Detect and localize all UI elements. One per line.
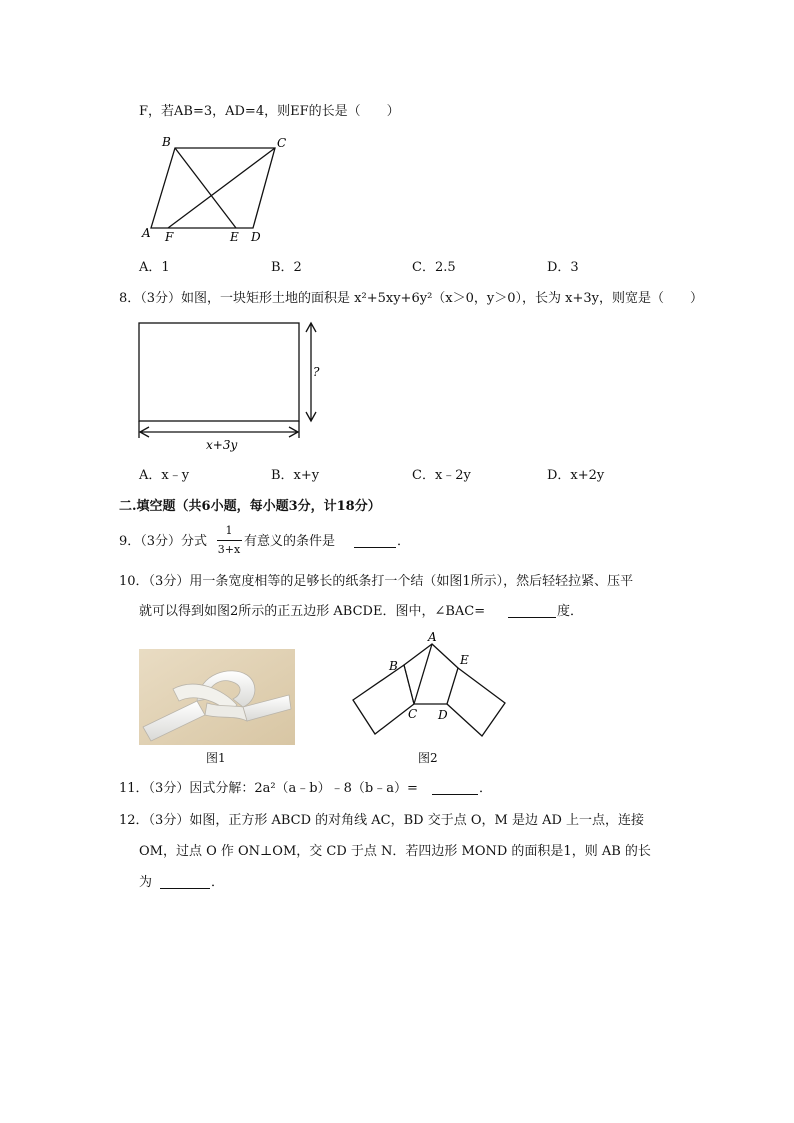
- q10-knot-photo: [139, 649, 295, 745]
- pentagon-label-b: B: [389, 659, 398, 673]
- label-c: C: [277, 136, 287, 150]
- q8-option-c: C．x﹣2y: [412, 468, 471, 483]
- q12-line3a: 为: [139, 875, 153, 890]
- pentagon-label-a: A: [428, 630, 437, 644]
- q7-option-d: D．3: [547, 260, 579, 275]
- q9-fraction-bar: [217, 540, 242, 541]
- q11-answer-blank[interactable]: [432, 780, 478, 795]
- q9-fraction-denominator: 3+x: [217, 543, 241, 556]
- pentagon-label-e: E: [460, 653, 469, 667]
- q10-pentagon-figure: [350, 630, 520, 750]
- label-b: B: [162, 135, 171, 149]
- q12-answer-blank[interactable]: [160, 874, 210, 889]
- q10-line1: 10．（3分）用一条宽度相等的足够长的纸条打一个结（如图1所示），然后轻轻拉紧、压平: [119, 574, 634, 589]
- q10-answer-blank[interactable]: [508, 603, 556, 618]
- q11-end: ．: [479, 781, 493, 796]
- section-heading: 二.填空题（共6小题，每小题3分，计18分）: [119, 499, 381, 514]
- label-d: D: [251, 230, 261, 244]
- q9-answer-blank[interactable]: [354, 533, 396, 548]
- pentagon-label-c: C: [408, 707, 418, 721]
- q9-fraction-numerator: 1: [225, 524, 233, 537]
- label-e: E: [230, 230, 239, 244]
- q8-option-b: B．x+y: [271, 468, 320, 483]
- q12-line3b: ．: [211, 875, 225, 890]
- q9-prefix: 9．（3分）分式: [119, 534, 208, 549]
- q12-line1: 12．（3分）如图，正方形 ABCD 的对角线 AC，BD 交于点 O，M 是边 AD 上一点，连接: [119, 813, 645, 828]
- q9-end: ．: [397, 534, 411, 549]
- q8-option-a: A．x﹣y: [139, 468, 190, 483]
- pentagon-label-d: D: [438, 708, 448, 722]
- q7-tail-line: F，若AB=3，AD=4，则EF的长是（ ）: [139, 104, 400, 119]
- label-f: F: [165, 230, 174, 244]
- q7-option-b: B．2: [271, 260, 302, 275]
- q10-line2a: 就可以得到如图2所示的正五边形 ABCDE．图中，∠BAC=: [139, 604, 486, 619]
- q7-parallelogram-figure: [138, 134, 298, 246]
- q11-text: 11．（3分）因式分解：2a²（a﹣b）﹣8（b﹣a）=: [119, 781, 418, 796]
- q10-line2b: 度．: [557, 604, 584, 619]
- q12-line2: OM，过点 O 作 ON⊥OM，交 CD 于点 N．若四边形 MOND 的面积是1，则 AB 的长: [139, 844, 651, 859]
- q8-width-label: x+3y: [206, 438, 238, 452]
- q10-fig1-caption: 图1: [206, 751, 226, 765]
- q8-option-d: D．x+2y: [547, 468, 605, 483]
- q7-option-a: A．1: [139, 260, 170, 275]
- label-a: A: [142, 226, 151, 240]
- q8-stem: 8．（3分）如图，一块矩形土地的面积是 x²+5xy+6y²（x＞0，y＞0），长为 x+3y，则宽是（ ）: [119, 291, 703, 306]
- q8-rectangle-figure: [134, 318, 330, 458]
- q9-suffix: 有意义的条件是: [244, 534, 336, 549]
- q7-option-c: C．2.5: [412, 260, 456, 275]
- q10-fig2-caption: 图2: [418, 751, 438, 765]
- q8-height-label: ?: [313, 365, 320, 379]
